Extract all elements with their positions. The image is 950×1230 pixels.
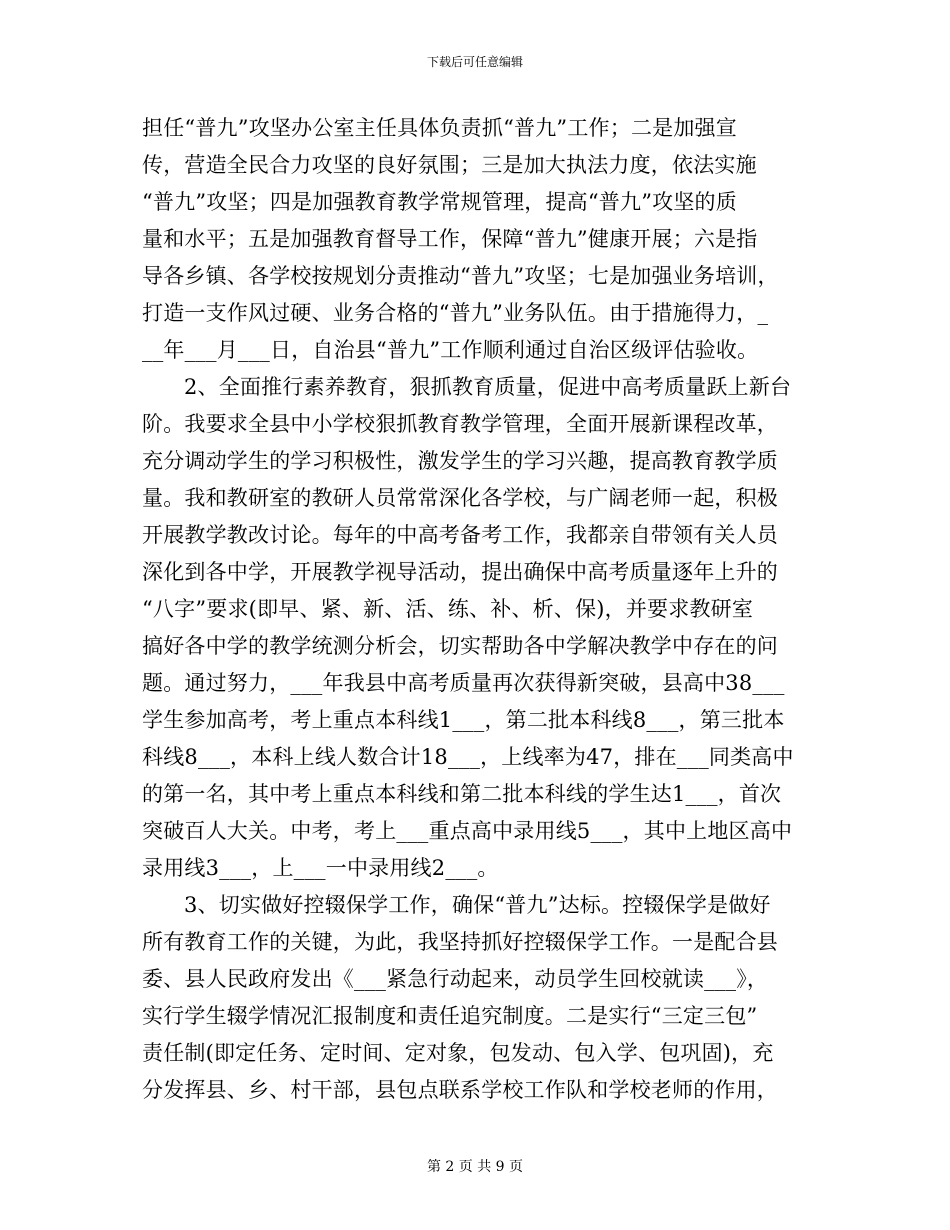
text-line: 充分调动学生的学习积极性，激发学生的学习兴趣，提高教育教学质 xyxy=(142,449,778,473)
text-line: 2、全面推行素养教育，狠抓教育质量，促进中高考质量跃上新台 xyxy=(184,375,792,399)
text-line: 责任制(即定任务、定时间、定对象，包发动、包入学、包巩固)，充 xyxy=(142,1041,774,1065)
page-footer: 第 2 页 共 9 页 xyxy=(426,1159,524,1175)
text-line: 分发挥县、乡、村干部，县包点联系学校工作队和学校老师的作用， xyxy=(142,1078,778,1102)
text-line: 导各乡镇、各学校按规划分责推动“普九”攻坚；七是加强业务培训， xyxy=(142,264,779,288)
text-line: 所有教育工作的关键，为此，我坚持抓好控辍保学工作。一是配合县 xyxy=(142,930,778,954)
text-line: 学生参加高考，考上重点本科线1___，第二批本科线8___，第三批本 xyxy=(142,708,785,732)
text-line: 打造一支作风过硬、业务合格的“普九”业务队伍。由于措施得力，_ xyxy=(142,301,769,325)
text-line: 担任“普九”攻坚办公室主任具体负责抓“普九”工作；二是加强宣 xyxy=(142,116,737,140)
text-line: 突破百人大关。中考，考上___重点高中录用线5___，其中上地区高中 xyxy=(142,819,793,843)
text-line: 实行学生辍学情况汇报制度和责任追究制度。二是实行“三定三包” xyxy=(142,1004,758,1028)
text-line: 传，营造全民合力攻坚的良好氛围；三是加大执法力度，依法实施 xyxy=(142,153,757,177)
text-line: 题。通过努力，___年我县中高考质量再次获得新突破，县高中38___ xyxy=(142,671,785,695)
text-line: 量和水平；五是加强教育督导工作，保障“普九”健康开展；六是指 xyxy=(142,227,758,251)
text-line: “八字”要求(即早、紧、新、活、练、补、析、保)，并要求教研室 xyxy=(142,597,754,621)
page-header: 下载后可任意编辑 xyxy=(426,55,523,69)
text-line: 录用线3___，上___一中录用线2___。 xyxy=(142,856,499,880)
text-line: 委、县人民政府发出《___紧急行动起来，动员学生回校就读___》， xyxy=(142,967,769,991)
text-line: 的第一名，其中考上重点本科线和第二批本科线的学生达1___，首次 xyxy=(142,782,782,806)
text-line: __年___月___日，自治县“普九”工作顺利通过自治区级评估验收。 xyxy=(142,338,759,362)
text-line: 开展教学教改讨论。每年的中高考备考工作，我都亲自带领有关人员 xyxy=(142,523,778,547)
text-line: 深化到各中学，开展教学视导活动，提出确保中高考质量逐年上升的 xyxy=(142,560,778,584)
text-line: 量。我和教研室的教研人员常常深化各学校，与广阔老师一起，积极 xyxy=(142,486,778,510)
text-line: “普九”攻坚；四是加强教育教学常规管理，提高“普九”攻坚的质 xyxy=(142,190,737,214)
text-line: 搞好各中学的教学统测分析会，切实帮助各中学解决教学中存在的问 xyxy=(142,634,778,658)
text-line: 科线8___，本科上线人数合计18___，上线率为47，排在___同类高中 xyxy=(142,745,794,769)
body-text xyxy=(142,110,810,1109)
text-line: 3、切实做好控辍保学工作，确保“普九”达标。控辍保学是做好 xyxy=(184,893,771,917)
text-line: 阶。我要求全县中小学校狠抓教育教学管理，全面开展新课程改革， xyxy=(142,412,778,436)
